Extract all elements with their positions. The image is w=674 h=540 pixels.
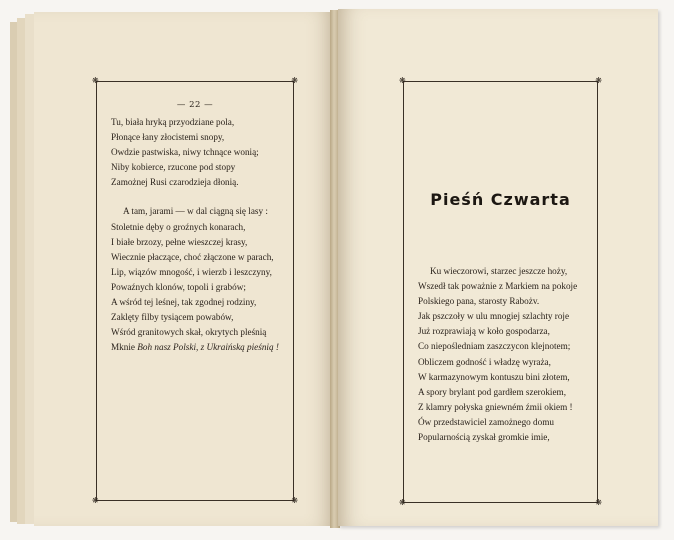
verse-line: Polskiego pana, starosty Rabożv. bbox=[418, 296, 540, 307]
corner-ornament-bl: ❋ bbox=[399, 498, 406, 507]
verse-line: W karmazynowym kontuszu bini złotem, bbox=[418, 371, 570, 382]
verse-line: Powaźnych klonów, topoli i grabów; bbox=[111, 281, 246, 292]
verse-line: Wśród granitowych skał, okrytych pleśnią bbox=[111, 327, 267, 338]
corner-ornament-tl: ❋ bbox=[92, 76, 99, 85]
page-number: — 22 — bbox=[176, 100, 214, 110]
verse-line: Zamożnej Rusi czarodzieja dłonią. bbox=[111, 177, 239, 188]
verse-line: Zaklęty filby tysiącem powabów, bbox=[111, 312, 234, 323]
verse-line: Lip, wiązów mnogość, i wierzb i leszczyny, bbox=[111, 266, 272, 277]
stanza-break bbox=[111, 190, 279, 204]
corner-ornament-tr: ❋ bbox=[595, 76, 602, 85]
verse-line: Wszedł tak poważnie z Markiem na pokoje bbox=[418, 281, 578, 292]
final-line-italic: Boh nasz Polski, z Ukraińską pieśnią ! bbox=[137, 342, 279, 353]
right-verse bbox=[418, 264, 577, 445]
corner-ornament-tl: ❋ bbox=[399, 76, 406, 85]
verse-line: A spory brylant pod gardłem szerokiem, bbox=[418, 386, 566, 397]
final-line-prefix: Mknie bbox=[111, 342, 138, 353]
corner-ornament-bl: ❋ bbox=[92, 496, 99, 505]
chapter-title: Pieśń Czwarta bbox=[430, 190, 571, 209]
verse-line: Ów przedstawiciel zamożnego domu bbox=[418, 416, 554, 427]
verse-line: Obliczem godność i władzę wyraża, bbox=[418, 356, 551, 367]
left-verse bbox=[111, 115, 279, 355]
verse-line: A wśród tej leśnej, tak zgodnej rodziny, bbox=[111, 297, 257, 308]
right-page bbox=[338, 9, 658, 526]
verse-line-final bbox=[111, 340, 279, 355]
verse-line: I białe brzozy, pełne wieszczej krasy, bbox=[111, 236, 248, 247]
verse-line: A tam, jarami — w dal ciągną się lasy : bbox=[123, 206, 268, 217]
verse-line: Jak pszczoły w ulu mnogiej szlachty roje bbox=[418, 311, 570, 322]
corner-ornament-tr: ❋ bbox=[291, 76, 298, 85]
verse-line: Wiecznie płaczące, choć złączone w parach, bbox=[111, 251, 274, 262]
corner-ornament-br: ❋ bbox=[595, 498, 602, 507]
verse-line: Popularnością zyskał gromkie imie, bbox=[418, 432, 550, 443]
verse-line: Płonące łany złocistemi snopy, bbox=[111, 132, 225, 143]
verse-line: Już rozprawiają w koło gospodarza, bbox=[418, 326, 550, 337]
corner-ornament-br: ❋ bbox=[291, 496, 298, 505]
verse-line: Owdzie pastwiska, niwy tchnące wonią; bbox=[111, 147, 259, 158]
left-page-frame bbox=[92, 76, 298, 505]
verse-line: Niby kobierce, rzucone pod stopy bbox=[111, 162, 236, 173]
right-page-frame bbox=[399, 76, 602, 507]
verse-line: Stoletnie dęby o groźnych konarach, bbox=[111, 221, 246, 232]
verse-line: Ku wieczorowi, starzec jeszcze hoży, bbox=[430, 266, 568, 276]
verse-line: Co niepośledniam zaszczycon klejnotem; bbox=[418, 341, 571, 352]
verse-line: Z klamry połyska gniewném źmii okiem ! bbox=[418, 401, 573, 412]
left-page bbox=[34, 12, 334, 526]
verse-line: Tu, biała hryką przyodziane pola, bbox=[111, 117, 235, 127]
